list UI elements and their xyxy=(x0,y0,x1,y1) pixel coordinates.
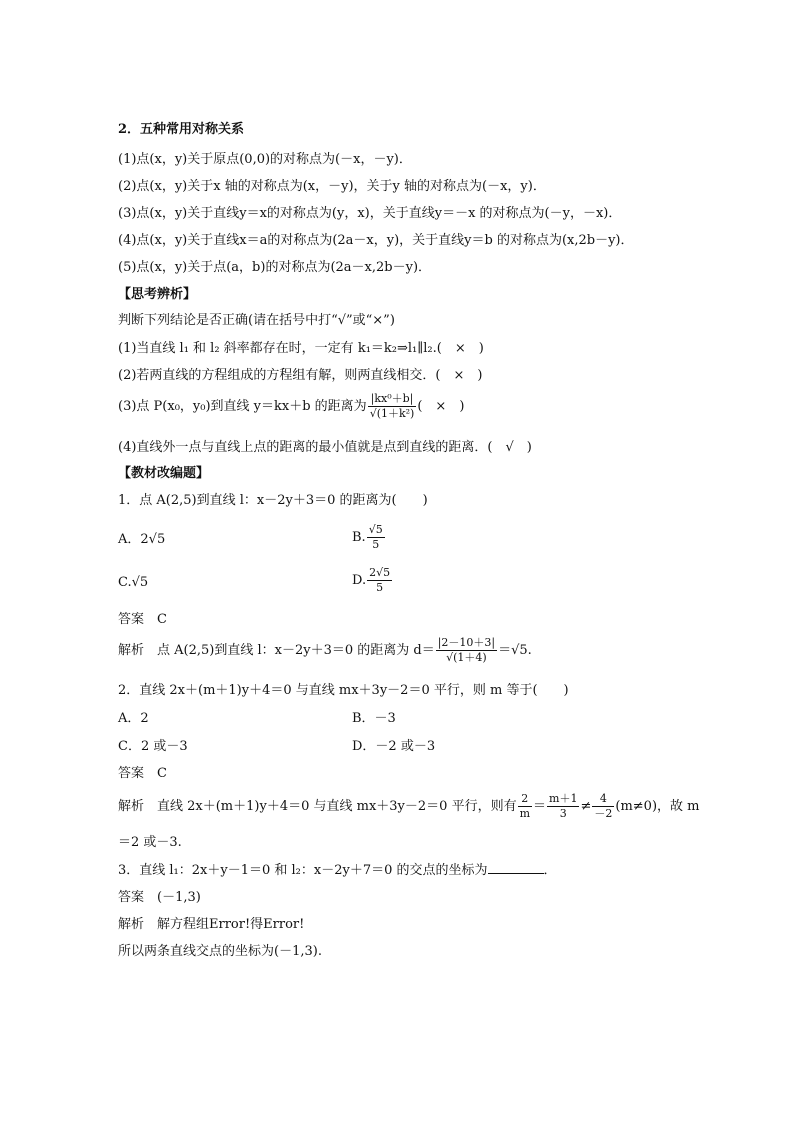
fraction-denominator: m xyxy=(519,807,531,820)
problem-1-analysis xyxy=(118,636,532,665)
problem-2-analysis-line-2: ＝2 或－3. xyxy=(118,835,182,850)
problem-2-analysis-text: 解析 直线 2x＋(m＋1)y＋4＝0 与直线 mx＋3y－2＝0 平行，则有 xyxy=(118,799,517,814)
option-d-label: D. xyxy=(352,573,367,588)
option-b: B．－3 xyxy=(352,711,396,726)
problem-1-question: 1．点 A(2,5)到直线 l：x－2y＋3＝0 的距离为( ) xyxy=(118,493,428,508)
option-d: D．－2 或－3 xyxy=(352,739,436,754)
problem-2-options-row-1 xyxy=(118,710,678,728)
fraction-denominator: 3 xyxy=(559,807,567,820)
fraction-denominator: －2 xyxy=(594,807,613,820)
fraction-numerator: 2 xyxy=(518,792,532,807)
option-b-denominator: 5 xyxy=(372,538,380,551)
thinking-instruction: 判断下列结论是否正确(请在括号中打“√”或“×”) xyxy=(118,313,395,328)
problem-2-answer: 答案 C xyxy=(118,766,167,781)
option-c: C.√5 xyxy=(118,575,149,590)
distance-fraction xyxy=(368,392,417,421)
symmetry-item-1: (1)点(x，y)关于原点(0,0)的对称点为(－x，－y)． xyxy=(118,152,412,167)
fraction-2-over-m xyxy=(518,792,532,821)
problem-1-answer: 答案 C xyxy=(118,612,167,627)
symmetry-item-2: (2)点(x，y)关于x 轴的对称点为(x，－y)，关于y 轴的对称点为(－x，y)． xyxy=(118,179,546,194)
thinking-q3 xyxy=(118,392,464,421)
symmetry-item-4: (4)点(x，y)关于直线x＝a的对称点为(2a－x，y)，关于直线y＝b 的对称点为(x,2b－y)． xyxy=(118,233,634,248)
problem-3-analysis: 解析 解方程组Error!得Error! xyxy=(118,917,305,932)
problem-1-fraction xyxy=(436,636,497,665)
option-d-denominator: 5 xyxy=(376,581,384,594)
thinking-heading: 【思考辨析】 xyxy=(118,287,197,302)
problem-1-fraction-numerator: |2－10＋3| xyxy=(437,636,496,649)
option-d-numerator: 2√5 xyxy=(369,566,391,579)
option-a: A．2√5 xyxy=(118,532,166,547)
equals-sign: ＝ xyxy=(533,799,547,814)
problem-2-options-row-2 xyxy=(118,738,678,756)
option-a: A．2 xyxy=(118,711,149,726)
problem-1-options-row-1 xyxy=(118,523,678,559)
option-d xyxy=(352,566,393,595)
problem-3-question-end: ． xyxy=(543,863,557,878)
problem-2-analysis xyxy=(118,792,699,821)
option-d-fraction xyxy=(367,566,392,595)
problem-1-analysis-result: ＝√5. xyxy=(498,643,532,658)
answer-blank xyxy=(488,861,544,874)
fraction-m-plus-1-over-3 xyxy=(547,792,579,821)
thinking-q2: (2)若两直线的方程组成的方程组有解，则两直线相交．( × ) xyxy=(118,368,483,383)
distance-fraction-denominator: √(1＋k²) xyxy=(369,407,415,420)
distance-fraction-numerator: |kx⁰＋b| xyxy=(368,392,417,407)
problem-3-question-text: 3．直线 l₁：2x＋y－1＝0 和 l₂：x－2y＋7＝0 的交点的坐标为 xyxy=(118,863,488,878)
problem-2-analysis-tail: (m≠0)，故 m xyxy=(615,799,700,814)
problem-3-answer: 答案 (－1,3) xyxy=(118,890,201,905)
option-b xyxy=(352,523,386,552)
thinking-q1: (1)当直线 l₁ 和 l₂ 斜率都存在时，一定有 k₁＝k₂⇒l₁∥l₂.( × ) xyxy=(118,341,484,356)
section-heading: 2．五种常用对称关系 xyxy=(118,122,245,137)
not-equal-sign: ≠ xyxy=(580,799,592,814)
symmetry-item-3: (3)点(x，y)关于直线y＝x的对称点为(y，x)，关于直线y＝－x 的对称点为(－y，－x)． xyxy=(118,206,622,221)
fraction-numerator: 4 xyxy=(592,792,614,807)
fraction-numerator: m＋1 xyxy=(549,792,578,805)
option-b-fraction xyxy=(367,523,385,552)
problem-1-analysis-text: 解析 点 A(2,5)到直线 l：x－2y＋3＝0 的距离为 d＝ xyxy=(118,643,435,658)
option-b-label: B. xyxy=(352,530,366,545)
thinking-q3-bracket: ( × ) xyxy=(417,399,465,414)
option-b-numerator: √5 xyxy=(368,523,383,536)
problem-3-question xyxy=(118,861,557,880)
symmetry-item-5: (5)点(x，y)关于点(a，b)的对称点为(2a－x,2b－y)． xyxy=(118,260,432,275)
problem-2-question: 2．直线 2x＋(m＋1)y＋4＝0 与直线 mx＋3y－2＝0 平行，则 m 等于( ) xyxy=(118,683,569,698)
thinking-q3-text: (3)点 P(x₀，y₀)到直线 y＝kx＋b 的距离为 xyxy=(118,399,367,414)
thinking-q4: (4)直线外一点与直线上点的距离的最小值就是点到直线的距离．( √ ) xyxy=(118,440,532,455)
fraction-4-over-minus-2 xyxy=(592,792,614,821)
problem-1-fraction-denominator: √(1＋4) xyxy=(446,651,487,664)
textbook-heading: 【教材改编题】 xyxy=(118,466,210,481)
problem-1-options-row-2 xyxy=(118,566,678,602)
problem-3-conclusion: 所以两条直线交点的坐标为(－1,3). xyxy=(118,944,322,959)
option-c: C．2 或－3 xyxy=(118,739,188,754)
